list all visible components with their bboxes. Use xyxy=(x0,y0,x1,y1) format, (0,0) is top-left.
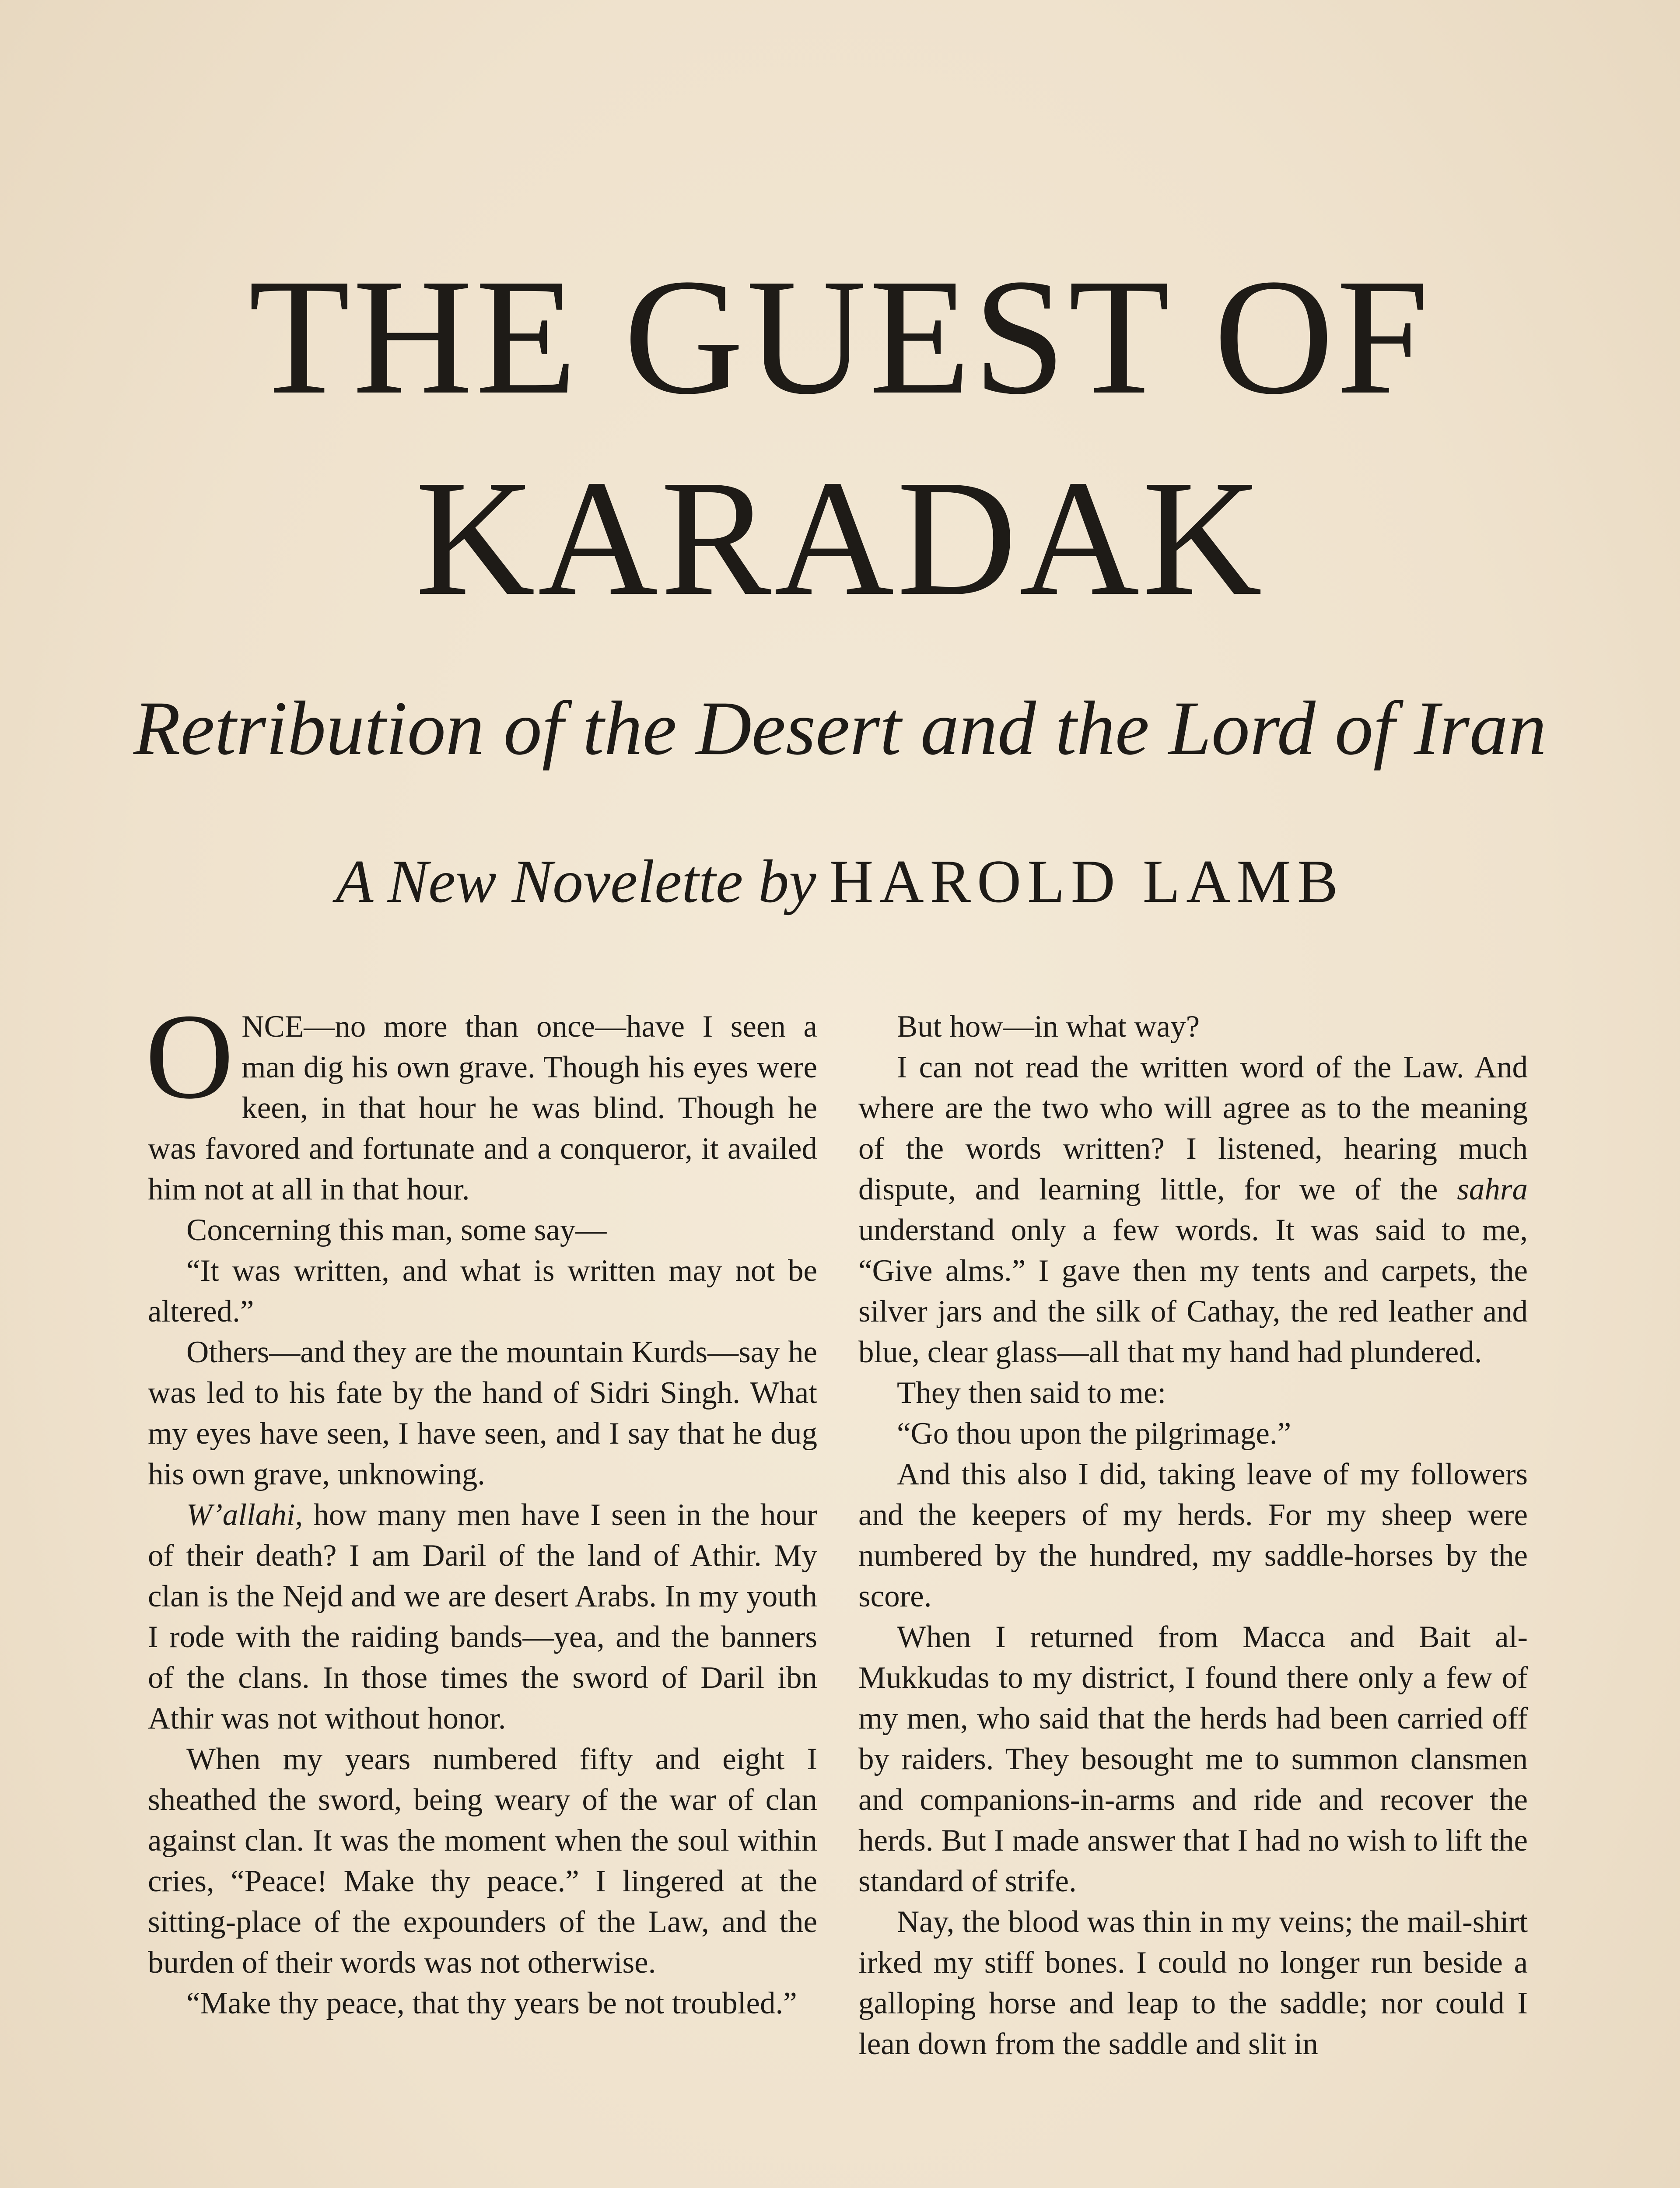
title-line-2: KARADAK xyxy=(415,446,1265,630)
paragraph-5 xyxy=(148,1495,817,1739)
paragraph-1-text: —no more than once—have I seen a man dig his own grave. Though his eyes were keen, in that hour he was blind. Though he was favored and fortunate and a conqueror, it availed him not at all in that hour. xyxy=(148,1010,817,1206)
paragraph-3: “It was written, and what is written may not be altered.” xyxy=(148,1254,817,1329)
paragraph-10: They then said to me: xyxy=(897,1376,1166,1410)
paragraph-13: When I returned from Macca and Bait al-Mukkudas to my district, I found there only a few of my men, who said that the herds had been carried off by raiders. They besought me to summon clansmen and companions-in-arms and ride and recover the herds. But I made answer that I had no wish to lift the standard of strife. xyxy=(858,1620,1528,1898)
paragraph-2: Concerning this man, some say— xyxy=(186,1213,607,1247)
paragraph-14: Nay, the blood was thin in my veins; the mail-shirt irked my stiff bones. I could no longer run beside a galloping horse and leap to the saddle; nor could I lean down from the saddle and slit in xyxy=(858,1905,1528,2061)
paragraph-5-italic: W’allahi, xyxy=(186,1498,303,1532)
story-title xyxy=(0,236,1680,639)
paragraph-4: Others—and they are the mountain Kurds—say he was led to his fate by the hand of Sidri Singh. What my eyes have seen, I have seen, and I say that he dug his own grave, unknowing. xyxy=(148,1335,817,1491)
paragraph-11: “Go thou upon the pilgrimage.” xyxy=(897,1417,1292,1451)
paragraph-7: “Make thy peace, that thy years be not troubled.” xyxy=(186,1986,797,2020)
text-column-right xyxy=(858,1006,1528,2065)
text-column-left xyxy=(145,988,817,2024)
byline-prefix: A New Novelette by xyxy=(336,848,816,915)
story-subtitle: Retribution of the Desert and the Lord of Iran xyxy=(133,686,1547,771)
byline xyxy=(0,845,1680,919)
opening-caps: NCE xyxy=(242,1010,304,1044)
title-line-1: THE GUEST OF xyxy=(248,245,1432,429)
paragraph-8: But how—in what way? xyxy=(897,1010,1200,1044)
paragraph-1 xyxy=(145,988,817,1210)
paragraph-9-italic: sahra xyxy=(1457,1172,1528,1206)
paragraph-6: When my years numbered fifty and eight I sheathed the sword, being weary of the war of clan against clan. It was the moment when the soul within cries, “Peace! Make thy peace.” I lingered at the sitting-place of the expounders of the Law, and the burden of their words was not otherwise. xyxy=(148,1742,817,1980)
paragraph-12: And this also I did, taking leave of my followers and the keepers of my herds. For my sheep were numbered by the hundred, my saddle-horses by the score. xyxy=(858,1457,1528,1613)
paragraph-5-text: how many men have I seen in the hour of their death? I am Daril of the land of Athir. My clan is the Nejd and we are desert Arabs. In my youth I rode with the raiding bands—yea, and the banners of the clans. In those times the sword of Daril ibn Athir was not without honor. xyxy=(148,1498,817,1736)
byline-author: HAROLD LAMB xyxy=(829,848,1344,915)
paragraph-9 xyxy=(858,1047,1528,1373)
drop-cap: O xyxy=(145,988,234,1124)
paragraph-9-text-a: I can not read the written word of the Law. And where are the two who will agree as to the meaning of the words written? I listened, hearing much dispute, and learning little, for we of the xyxy=(858,1050,1528,1206)
paragraph-9-text-b: understand only a few words. It was said to me, “Give alms.” I gave then my tents and carpets, the silver jars and the silk of Cathay, the red leather and blue, clear glass—all that my hand had plundered. xyxy=(858,1213,1528,1369)
